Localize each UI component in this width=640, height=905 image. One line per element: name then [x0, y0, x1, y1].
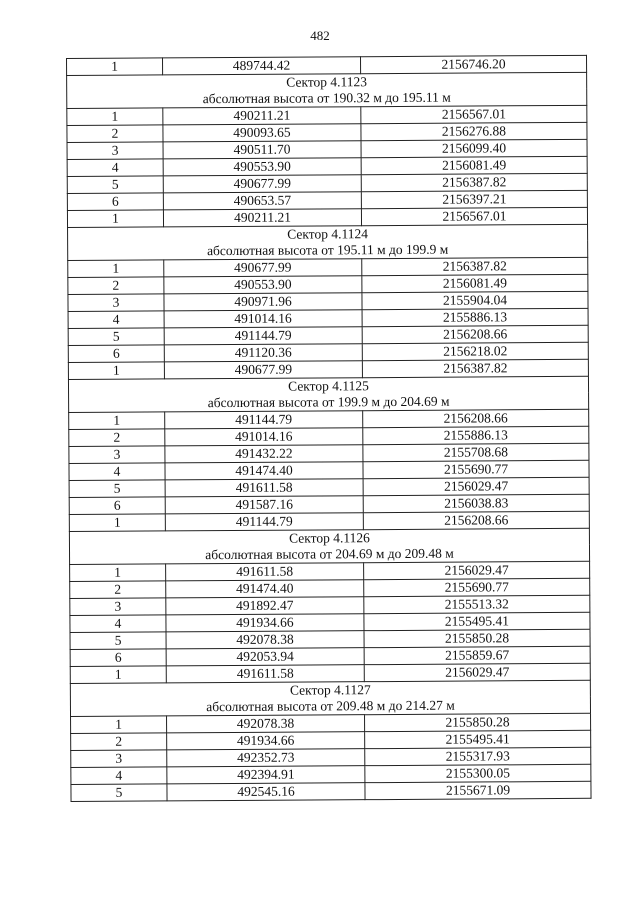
coordinates-table — [66, 55, 592, 802]
point-number: 4 — [71, 767, 167, 785]
sector-title: Сектор 4.1126 — [69, 528, 589, 548]
coordinate-y: 2156746.20 — [360, 55, 586, 73]
coordinate-y: 2155690.77 — [364, 578, 590, 596]
coordinate-x: 491587.16 — [165, 496, 363, 514]
coordinate-y: 2155859.67 — [364, 646, 590, 664]
point-number: 4 — [67, 159, 163, 177]
coordinate-y: 2156038.83 — [363, 494, 589, 512]
coordinate-y: 2156029.47 — [363, 477, 589, 495]
coordinate-y: 2155513.32 — [364, 595, 590, 613]
coordinate-y: 2156387.82 — [362, 257, 588, 275]
coordinate-y: 2155904.04 — [362, 291, 588, 309]
coordinate-x: 492545.16 — [167, 783, 365, 801]
coordinate-x: 491934.66 — [166, 614, 364, 632]
point-number: 1 — [67, 210, 163, 228]
coordinate-x: 491144.79 — [165, 513, 363, 531]
point-number: 1 — [70, 666, 166, 684]
point-number: 6 — [68, 345, 164, 363]
point-number: 2 — [69, 429, 165, 447]
point-number: 3 — [69, 446, 165, 464]
coordinate-x: 492053.94 — [166, 648, 364, 666]
point-number: 6 — [69, 497, 165, 515]
coordinate-x: 491014.16 — [164, 310, 362, 328]
coordinate-y: 2156567.01 — [361, 207, 587, 225]
point-number: 1 — [68, 260, 164, 278]
point-number: 5 — [70, 632, 166, 650]
coordinate-x: 490677.99 — [163, 175, 361, 193]
sector-height-range: абсолютная высота от 195.11 м до 199.9 м — [68, 241, 588, 261]
point-number: 3 — [70, 598, 166, 616]
coordinate-y: 2156208.66 — [362, 325, 588, 343]
coordinate-y: 2155671.09 — [365, 781, 591, 799]
coordinate-x: 491934.66 — [167, 732, 365, 750]
table-row — [71, 781, 591, 801]
coordinate-x: 490211.21 — [163, 209, 361, 227]
coordinate-x: 491144.79 — [165, 411, 363, 429]
coordinate-x: 490211.21 — [163, 107, 361, 125]
coordinate-y: 2156208.66 — [363, 409, 589, 427]
point-number: 1 — [67, 108, 163, 126]
point-number: 1 — [70, 564, 166, 582]
coordinate-y: 2156029.47 — [364, 663, 590, 681]
sector-height-range: абсолютная высота от 209.48 м до 214.27 м — [70, 697, 590, 717]
coordinate-x: 491892.47 — [166, 597, 364, 615]
coordinate-x: 491014.16 — [165, 428, 363, 446]
point-number: 1 — [69, 514, 165, 532]
coordinate-x: 491120.36 — [164, 344, 362, 362]
point-number: 5 — [69, 480, 165, 498]
point-number: 6 — [67, 193, 163, 211]
point-number: 1 — [68, 362, 164, 380]
point-number: 4 — [70, 615, 166, 633]
point-number: 3 — [67, 142, 163, 160]
coordinate-y: 2155850.28 — [364, 629, 590, 647]
sector-height-range: абсолютная высота от 204.69 м до 209.48 м — [69, 545, 589, 565]
sector-height-range: абсолютная высота от 190.32 м до 195.11 м — [67, 89, 587, 109]
coordinate-y: 2155690.77 — [363, 460, 589, 478]
coordinate-x: 491611.58 — [166, 665, 364, 683]
coordinate-y: 2156387.82 — [361, 173, 587, 191]
point-number: 2 — [67, 125, 163, 143]
coordinate-y: 2155317.93 — [365, 747, 591, 765]
coordinate-y: 2156099.40 — [361, 139, 587, 157]
coordinate-x: 491611.58 — [166, 563, 364, 581]
coordinate-x: 492394.91 — [167, 766, 365, 784]
coordinate-x: 491474.40 — [165, 462, 363, 480]
point-number: 4 — [68, 311, 164, 329]
coordinate-x: 490511.70 — [163, 141, 361, 159]
coordinate-y: 2155850.28 — [365, 713, 591, 731]
coordinate-x: 490653.57 — [163, 192, 361, 210]
point-number: 1 — [69, 412, 165, 430]
sector-height-range: абсолютная высота от 199.9 м до 204.69 м — [69, 393, 589, 413]
coordinate-y: 2156276.88 — [361, 122, 587, 140]
coordinate-y: 2156218.02 — [362, 342, 588, 360]
point-number: 1 — [71, 716, 167, 734]
coordinate-x: 491474.40 — [166, 580, 364, 598]
point-number: 3 — [68, 294, 164, 312]
coordinate-y: 2156567.01 — [361, 105, 587, 123]
coordinate-y: 2155886.13 — [362, 308, 588, 326]
coordinate-x: 490677.99 — [164, 259, 362, 277]
coordinate-y: 2155886.13 — [363, 426, 589, 444]
point-number: 2 — [71, 733, 167, 751]
coordinate-y: 2156208.66 — [363, 511, 589, 529]
coordinate-x: 489744.42 — [163, 57, 361, 75]
coordinate-y: 2156029.47 — [364, 561, 590, 579]
coordinate-y: 2156387.82 — [362, 359, 588, 377]
point-number: 2 — [70, 581, 166, 599]
sector-title: Сектор 4.1125 — [68, 376, 588, 396]
point-number: 6 — [70, 649, 166, 667]
sector-title: Сектор 4.1124 — [68, 224, 588, 244]
point-number: 2 — [68, 277, 164, 295]
coordinate-y: 2156397.21 — [361, 190, 587, 208]
coordinate-x: 490553.90 — [164, 276, 362, 294]
coordinate-y: 2156081.49 — [361, 156, 587, 174]
coordinate-x: 491144.79 — [164, 327, 362, 345]
coordinate-x: 491432.22 — [165, 445, 363, 463]
point-number: 3 — [71, 750, 167, 768]
coordinate-y: 2155300.05 — [365, 764, 591, 782]
point-number: 4 — [69, 463, 165, 481]
coordinate-x: 492078.38 — [166, 631, 364, 649]
point-number: 5 — [67, 176, 163, 194]
coordinate-x: 492352.73 — [167, 749, 365, 767]
coordinate-y: 2155708.68 — [363, 443, 589, 461]
coordinate-x: 491611.58 — [165, 479, 363, 497]
coordinate-y: 2156081.49 — [362, 274, 588, 292]
sector-title: Сектор 4.1123 — [67, 72, 587, 92]
coordinate-x: 490971.96 — [164, 293, 362, 311]
coordinate-y: 2155495.41 — [365, 730, 591, 748]
sector-title: Сектор 4.1127 — [70, 680, 590, 700]
coordinate-x: 490093.65 — [163, 124, 361, 142]
coordinate-y: 2155495.41 — [364, 612, 590, 630]
coordinate-x: 490553.90 — [163, 158, 361, 176]
page-number: 482 — [310, 28, 330, 43]
point-number: 1 — [67, 58, 163, 76]
coordinate-x: 492078.38 — [167, 715, 365, 733]
point-number: 5 — [68, 328, 164, 346]
coordinate-x: 490677.99 — [164, 361, 362, 379]
point-number: 5 — [71, 784, 167, 802]
